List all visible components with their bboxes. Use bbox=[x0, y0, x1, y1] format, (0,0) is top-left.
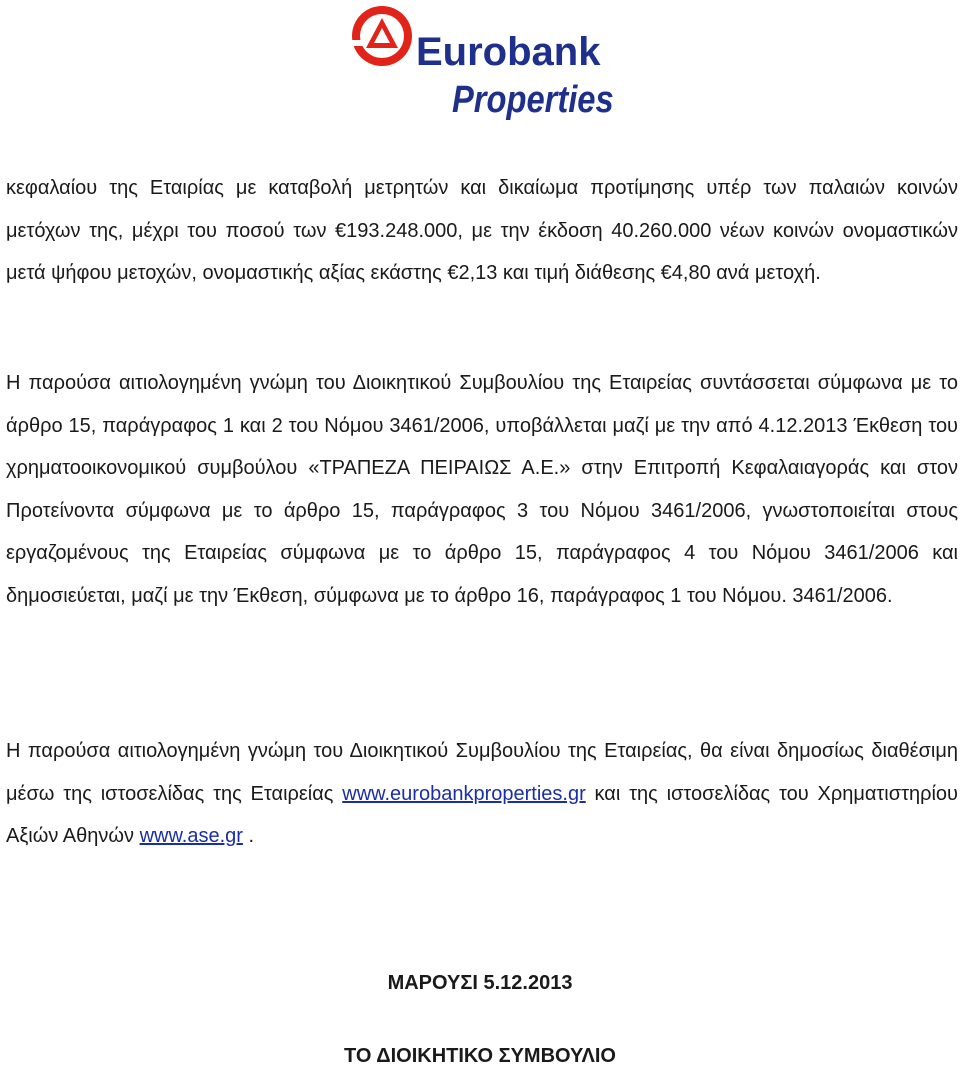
logo-sub-text: Properties bbox=[452, 79, 614, 121]
logo-brand-text: Eurobank bbox=[416, 30, 601, 74]
eurobankproperties-link[interactable]: www.eurobankproperties.gr bbox=[342, 782, 586, 805]
eurobank-properties-logo bbox=[340, 4, 620, 124]
availability-text-2: και της ιστοσελίδας του Χρηματιστηρίου Αξιών Αθηνών bbox=[6, 782, 958, 847]
place-date: ΜΑΡΟΥΣΙ 5.12.2013 bbox=[387, 972, 573, 994]
ase-link[interactable]: www.ase.gr bbox=[139, 825, 243, 847]
signatory-board: ΤΟ ΔΙΟΙΚΗΤΙΚΟ ΣΥΜΒΟΥΛΙΟ bbox=[344, 1045, 616, 1067]
paragraph-opinion-legal-basis: Η παρούσα αιτιολογημένη γνώμη του Διοικητικού Συμβουλίου της Εταιρείας συντάσσεται σύμφωνα με το άρθρο 15, παράγραφος 1 και 2 του Νόμου 3461/2006, υποβάλλεται μαζί με την από 4.12.2013 Έκθεση του χρηματοοικονομικού συμβούλου «ΤΡΑΠΕΖΑ ΠΕΙΡΑΙΩΣ Α.Ε.» στην Επιτροπή Κεφαλαιαγοράς και στον Προτείνοντα σύμφωνα με το άρθρο 15, παράγραφος 3 του Νόμου 3461/2006, γνωστοποιείται στους εργαζομένους της Εταιρείας σύμφωνα με το άρθρο 15, παράγραφος 4 του Νόμου 3461/2006 και δημοσιεύεται, μαζί με την Έκθεση, σύμφωνα με το άρθρο 16, παράγραφος 1 του Νόμου. 3461/2006. bbox=[6, 372, 958, 607]
paragraph-availability bbox=[6, 730, 958, 858]
eurobank-mark-icon bbox=[350, 4, 414, 68]
availability-text-1: Η παρούσα αιτιολογημένη γνώμη του Διοικητικού Συμβουλίου της Εταιρείας, θα είναι δημοσίως διαθέσιμη μέσω της ιστοσελίδας της Εταιρείας bbox=[6, 740, 958, 805]
paragraph-capital-increase: κεφαλαίου της Εταιρίας με καταβολή μετρητών και δικαίωμα προτίμησης υπέρ των παλαιών κοινών μετόχων της, μέχρι του ποσού των €193.248.000, με την έκδοση 40.260.000 νέων κοινών ονομαστικών μετά ψήφου μετοχών, ονομαστικής αξίας εκάστης €2,13 και τιμή διάθεσης €4,80 ανά μετοχή. bbox=[6, 177, 958, 284]
availability-text-3: . bbox=[242, 825, 255, 847]
